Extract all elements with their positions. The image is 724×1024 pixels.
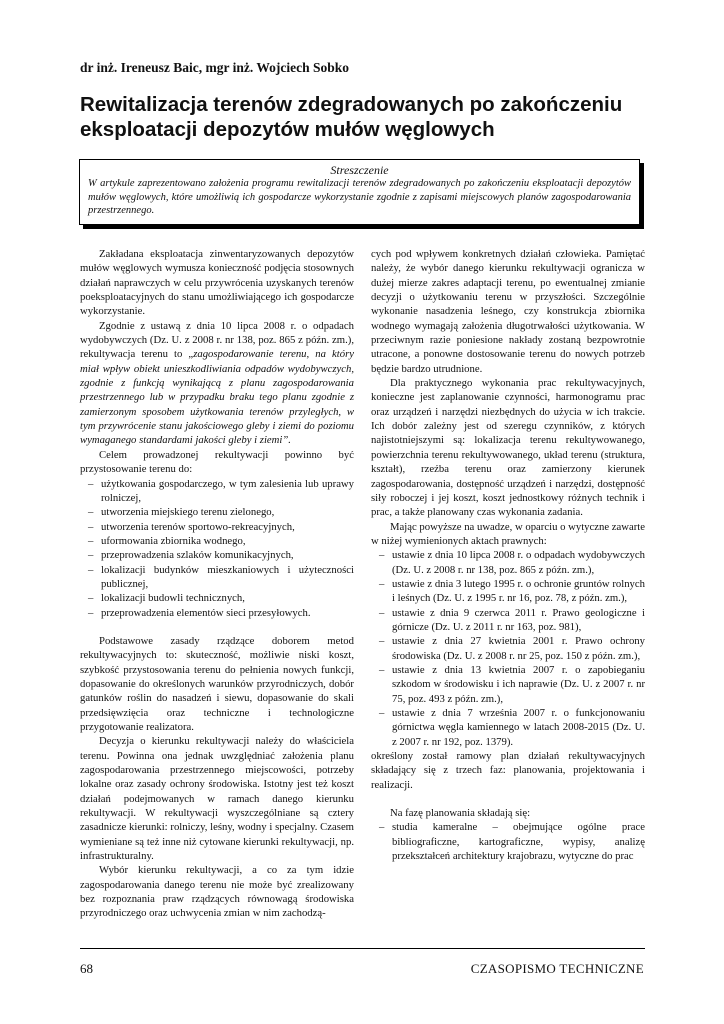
list-item: – lokalizacji budynków mieszkaniowych i użyteczności publicznej, <box>80 563 354 592</box>
definition-intro: Zgodnie z ustawą z dnia 10 lipca 2008 r. o odpadach wydobywczych (Dz. U. z 2008 r. nr 138, poz. 865 z późn. zm.), rekultywacja terenu to „ <box>80 319 354 361</box>
paragraph: Wybór kierunku rekultywacji, a co za tym idzie zagospodarowania danego terenu nie może być zrealizowany bez rozpoznania praw rządzących równowagą środowiska przyrodniczego oraz uchwycenia zmian w nim zachodzą- <box>80 864 354 920</box>
list-item: – ustawie z dnia 27 kwietnia 2001 r. Prawo ochrony środowiska (Dz. U. z 2008 r. nr 25, poz. 150 z późn. zm.), <box>371 634 645 663</box>
paragraph: Podstawowe zasady rządzące doborem metod rekultywacyjnych to: skuteczność, możliwie niski koszt, szybkość przystosowania terenu do pełnienia nowych funkcji, dopasowanie do określonych warunków przyrodniczych, dobór gatunków roślin do nasadzeń i siewu, dopasowanie do skali przedsięwzięcia oraz techniczne i technologiczne przygotowanie realizatora. <box>80 634 354 733</box>
right-column <box>371 247 645 863</box>
list-item: – ustawie z dnia 10 lipca 2008 r. o odpadach wydobywczych (Dz. U. z 2008 r. nr 138, poz. 865 z późn. zm.), <box>371 548 645 577</box>
left-column <box>80 247 354 921</box>
list-item: – studia kameralne – obejmujące ogólne prace bibliograficzne, kartograficzne, wypisy, analizę przekształceń architektury krajobrazu, wytyczne do prac <box>371 820 645 863</box>
journal-name: CZASOPISMO TECHNICZNE <box>470 961 644 976</box>
legal-acts-list <box>371 548 645 749</box>
list-item: – utworzenia terenów sportowo-rekreacyjnych, <box>80 520 354 534</box>
list-item: – ustawie z dnia 13 kwietnia 2007 r. o zapobieganiu szkodom w środowisku i ich naprawie (Dz. U. z 2007 r. nr 75, poz. 493 z późn. zm.), <box>371 663 645 706</box>
paragraph: Decyzja o kierunku rekultywacji należy do właściciela terenu. Powinna ona jednak uwzględniać założenia planu zagospodarowania przestrzennego miejscowości, potrzeby lokalne oraz zasady ochrony środowiska. Istotny jest też koszt działań podejmowanych w ramach danego kierunku rekultywacji. W rekultywacji wyszczególniane są cztery zasadnicze kierunki: rolniczy, leśny, wodny i specjalny. Czasem wymieniane są też inne niż cytowane kierunki rekultywacji, np. infrastrukturalny. <box>80 735 354 863</box>
list-item: – lokalizacji budowli technicznych, <box>80 591 354 605</box>
paragraph: Zakładana eksploatacja zinwentaryzowanych depozytów mułów węglowych wymusza konieczność podjęcia stosownych działań naprawczych w celu przywrócenia uzyskanych terenów poeksploatacyjnych do stanu umożliwiającego ich gospodarcze wykorzystanie. <box>80 248 354 318</box>
definition-end: ”. <box>282 434 291 447</box>
planning-list <box>371 820 645 863</box>
paragraph: cych pod wpływem konkretnych działań człowieka. Pamiętać należy, że wybór danego kierunku rekultywacji ogranicza w dużej mierze zakres adaptacji terenu, po ewentualnej zmianie decyzji o użytkowaniu terenu w przyszłości. Szczególnie wykonanie nasadzenia leśnego, czy konstrukcja zbiornika wodnego wymagają założenia długotrwałości użytkowania. W przeciwnym razie poniesione nakłady zostaną bezpowrotnie utracone, a ponowne dostosowanie terenu do nowych potrzeb będzie bardzo utrudnione. <box>371 248 645 375</box>
paragraph: Dla praktycznego wykonania prac rekultywacyjnych, konieczne jest zaplanowanie czynności, harmonogramu prac oraz urządzeń i narzędzi niezbędnych do użycia w ich trakcie. Ich dobór zależny jest od szeregu czynników, z których najistotniejszymi są: lokalizacja terenu rekultywowanego, powierzchnia terenu rekultywowanego, układ terenu (struktura, kształt), rzeźba terenu oraz zamierzony kierunek zagospodarowania, dostępność urządzeń i narzędzi, dostępność siły roboczej i jej koszt, koszt jednostkowy różnych technik i prac, a także planowany czas wykonania zadania. <box>371 377 645 519</box>
authors: dr inż. Ireneusz Baic, mgr inż. Wojciech Sobko <box>80 60 350 75</box>
list-item: – użytkowania gospodarczego, w tym zalesienia lub uprawy rolniczej, <box>80 477 354 506</box>
paragraph-definition <box>80 319 354 448</box>
abstract-text: W artykule zaprezentowano założenia programu rewitalizacji terenów zdegradowanych po zakończeniu eksploatacji depozytów mułów węglowych, które umożliwią ich gospodarcze wykorzystanie zgodnie z zapisami miejscowych planów zagospodarowania przestrzennego. <box>88 178 631 216</box>
list-item: – ustawie z dnia 3 lutego 1995 r. o ochronie gruntów rolnych i leśnych (Dz. U. z 1995 r. nr 16, poz. 78, z późn. zm.), <box>371 577 645 606</box>
list-item: – przeprowadzenia elementów sieci przesyłowych. <box>80 606 354 620</box>
article-title: Rewitalizacja terenów zdegradowanych po zakończeniu eksploatacji depozytów mułów węglowych <box>80 93 623 141</box>
paragraph: Celem prowadzonej rekultywacji powinno być przystosowanie terenu do: <box>80 448 354 476</box>
paragraph: określony został ramowy plan działań rekultywacyjnych składający się z trzech faz: planowania, projektowania i realizacji. <box>371 750 645 791</box>
list-item: – utworzenia miejskiego terenu zielonego, <box>80 505 354 519</box>
paragraph: Na fazę planowania składają się: <box>390 807 531 820</box>
paragraph: Mając powyższe na uwadze, w oparciu o wytyczne zawarte w niżej wymienionych aktach prawnych: <box>371 520 645 547</box>
footer-rule <box>80 948 645 949</box>
list-item: – przeprowadzenia szlaków komunikacyjnych, <box>80 548 354 562</box>
list-item: – uformowania zbiornika wodnego, <box>80 534 354 548</box>
page-number: 68 <box>80 961 93 976</box>
list-item: – ustawie z dnia 7 września 2007 r. o funkcjonowaniu górnictwa węgla kamiennego w latach 2008-2015 (Dz. U. z 2007 r. nr 192, poz. 1379). <box>371 706 645 749</box>
abstract-box <box>79 159 640 225</box>
list-item: – ustawie z dnia 9 czerwca 2011 r. Prawo geologiczne i górnicze (Dz. U. z 2011 r. nr 163, poz. 981), <box>371 606 645 635</box>
goals-list <box>80 477 354 620</box>
definition-quote: zagospodarowanie terenu, na który miał wpływ obiekt unieszkodliwiania odpadów wydobywczych, zgodnie z funkcją wynikającą z planu zagospodarowania przestrzennego lub w przypadku braku tego planu zgodnie z zamierzonym sposobem użytkowania terenów przyległych, w tym przywrócenie stanu jakościowego gleby i ziemi do poziomu wymaganego standardami jakości gleby i ziemi <box>80 348 354 447</box>
abstract-heading: Streszczenie <box>330 163 389 177</box>
